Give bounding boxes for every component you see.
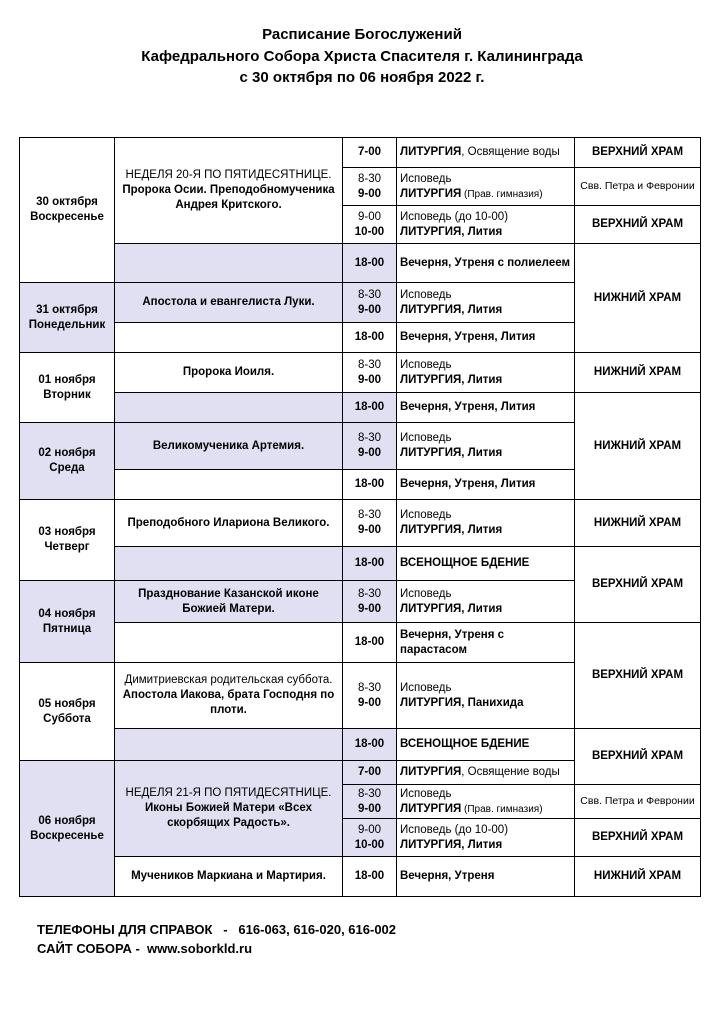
service-cell: Исповедь (до 10-00) ЛИТУРГИЯ, Лития [397, 206, 575, 244]
temple-cell: ВЕРХНИЙ ХРАМ [575, 547, 701, 623]
time-cell: 8-30 9-00 [343, 353, 397, 393]
feast-cell-empty [115, 547, 343, 581]
document-header [0, 24, 724, 89]
day-cell: 30 октября Воскресенье [20, 138, 115, 283]
service-cell: Исповедь ЛИТУРГИЯ, Лития [397, 423, 575, 470]
feast-cell: Великомученика Артемия. [115, 423, 343, 470]
service-cell: ВСЕНОЩНОЕ БДЕНИЕ [397, 729, 575, 761]
service-cell: Вечерня, Утреня, Лития [397, 323, 575, 353]
day-cell: 03 ноября Четверг [20, 500, 115, 581]
temple-cell: ВЕРХНИЙ ХРАМ [575, 206, 701, 244]
service-cell: Исповедь ЛИТУРГИЯ, Панихида [397, 663, 575, 729]
service-cell: Вечерня, Утреня с парастасом [397, 623, 575, 663]
time-cell: 18-00 [343, 857, 397, 897]
time-cell: 18-00 [343, 547, 397, 581]
service-cell: Исповедь (до 10-00) ЛИТУРГИЯ, Лития [397, 819, 575, 857]
temple-cell: ВЕРХНИЙ ХРАМ [575, 138, 701, 168]
title-line-3: с 30 октября по 06 ноября 2022 г. [239, 69, 485, 86]
temple-cell: НИЖНИЙ ХРАМ [575, 353, 701, 393]
service-cell: Вечерня, Утреня, Лития [397, 470, 575, 500]
table-row [20, 353, 701, 393]
service-cell: Вечерня, Утреня, Лития [397, 393, 575, 423]
title-line-1: Расписание Богослужений [262, 26, 462, 43]
service-cell: ЛИТУРГИЯ, Освящение воды [397, 138, 575, 168]
service-cell: ВСЕНОЩНОЕ БДЕНИЕ [397, 547, 575, 581]
temple-cell: Свв. Петра и Февронии [575, 785, 701, 819]
service-cell: Вечерня, Утреня [397, 857, 575, 897]
day-cell: 05 ноября Суббота [20, 663, 115, 761]
time-cell: 7-00 [343, 761, 397, 785]
service-cell: ЛИТУРГИЯ, Освящение воды [397, 761, 575, 785]
service-cell: Исповедь ЛИТУРГИЯ (Прав. гимназия) [397, 785, 575, 819]
table-row [20, 138, 701, 168]
title-line-2: Кафедрального Собора Христа Спасителя г. Калининграда [141, 47, 583, 65]
feast-cell-empty [115, 729, 343, 761]
day-cell: 01 ноября Вторник [20, 353, 115, 423]
service-cell: Исповедь ЛИТУРГИЯ (Прав. гимназия) [397, 168, 575, 206]
website-line: САЙТ СОБОРА - www.soborkld.ru [37, 941, 253, 956]
time-cell: 18-00 [343, 623, 397, 663]
time-cell: 18-00 [343, 729, 397, 761]
time-cell: 8-30 9-00 [343, 581, 397, 623]
service-cell: Исповедь ЛИТУРГИЯ, Лития [397, 353, 575, 393]
temple-cell: ВЕРХНИЙ ХРАМ [575, 729, 701, 785]
time-cell: 8-30 9-00 [343, 785, 397, 819]
feast-cell-empty [115, 393, 343, 423]
service-cell: Исповедь ЛИТУРГИЯ, Лития [397, 283, 575, 323]
time-cell: 9-00 10-00 [343, 819, 397, 857]
temple-cell: НИЖНИЙ ХРАМ [575, 857, 701, 897]
table-row [20, 857, 701, 897]
service-cell: Исповедь ЛИТУРГИЯ, Лития [397, 581, 575, 623]
feast-cell: Преподобного Илариона Великого. [115, 500, 343, 547]
table-row [20, 244, 701, 283]
temple-cell: НИЖНИЙ ХРАМ [575, 244, 701, 353]
time-cell: 8-30 9-00 [343, 168, 397, 206]
service-cell: Вечерня, Утреня с полиелеем [397, 244, 575, 283]
day-cell: 06 ноября Воскресенье [20, 761, 115, 897]
time-cell: 18-00 [343, 244, 397, 283]
feast-cell-empty [115, 323, 343, 353]
time-cell: 7-00 [343, 138, 397, 168]
time-cell: 9-00 10-00 [343, 206, 397, 244]
day-cell: 02 ноября Среда [20, 423, 115, 500]
temple-cell: НИЖНИЙ ХРАМ [575, 393, 701, 500]
time-cell: 8-30 9-00 [343, 283, 397, 323]
feast-cell: НЕДЕЛЯ 20-Я ПО ПЯТИДЕСЯТНИЦЕ. Пророка Осии. Преподобномученика Андрея Критского. [115, 138, 343, 244]
time-cell: 8-30 9-00 [343, 500, 397, 547]
time-cell: 18-00 [343, 470, 397, 500]
feast-cell: Апостола и евангелиста Луки. [115, 283, 343, 323]
feast-cell: Празднование Казанской иконе Божией Матери. [115, 581, 343, 623]
table-row [20, 623, 701, 663]
time-cell: 18-00 [343, 393, 397, 423]
schedule-table [19, 137, 701, 897]
table-row [20, 500, 701, 547]
feast-cell: Пророка Иоиля. [115, 353, 343, 393]
temple-cell: НИЖНИЙ ХРАМ [575, 500, 701, 547]
feast-cell-empty [115, 470, 343, 500]
temple-cell: ВЕРХНИЙ ХРАМ [575, 819, 701, 857]
feast-cell: Мучеников Маркиана и Мартирия. [115, 857, 343, 897]
phones-line: ТЕЛЕФОНЫ ДЛЯ СПРАВОК - 616-063, 616-020, 616-002 [37, 922, 397, 937]
time-cell: 18-00 [343, 323, 397, 353]
contacts-footer [37, 920, 396, 958]
time-cell: 8-30 9-00 [343, 423, 397, 470]
day-cell: 04 ноября Пятница [20, 581, 115, 663]
time-cell: 8-30 9-00 [343, 663, 397, 729]
service-cell: Исповедь ЛИТУРГИЯ, Лития [397, 500, 575, 547]
temple-cell: ВЕРХНИЙ ХРАМ [575, 623, 701, 729]
temple-cell: Свв. Петра и Февронии [575, 168, 701, 206]
table-row [20, 547, 701, 581]
day-cell: 31 октября Понедельник [20, 283, 115, 353]
feast-cell-empty [115, 623, 343, 663]
table-row [20, 729, 701, 761]
feast-cell: Димитриевская родительская суббота. Апостола Иакова, брата Господня по плоти. [115, 663, 343, 729]
table-row [20, 393, 701, 423]
feast-cell: НЕДЕЛЯ 21-Я ПО ПЯТИДЕСЯТНИЦЕ. Иконы Божией Матери «Всех скорбящих Радость». [115, 761, 343, 857]
feast-cell-empty [115, 244, 343, 283]
